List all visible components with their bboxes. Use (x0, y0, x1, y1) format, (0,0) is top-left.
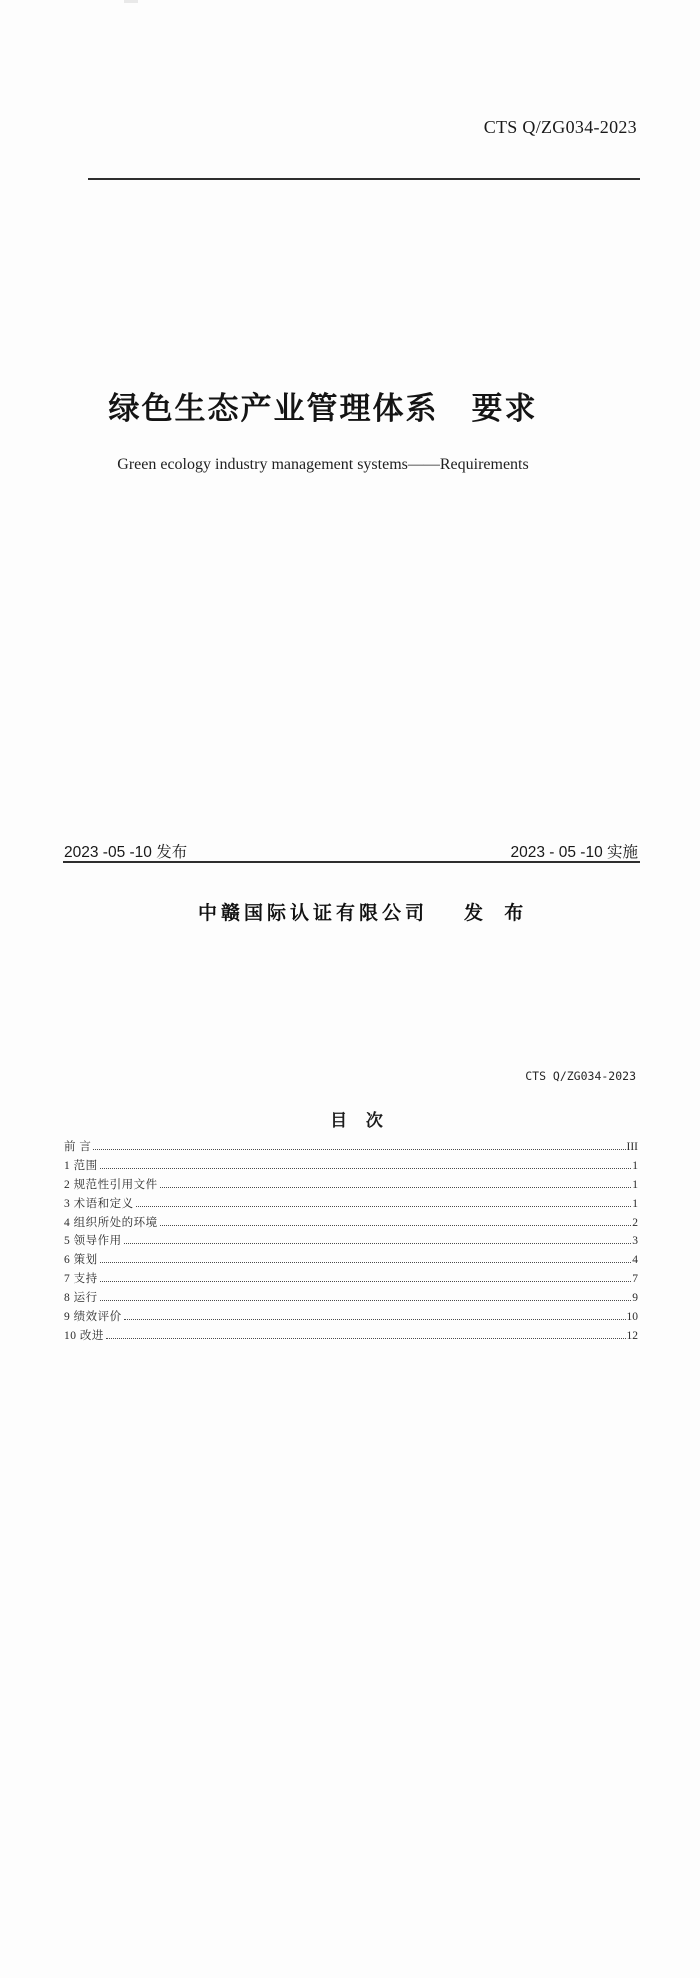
dateline-rule (63, 861, 640, 863)
toc-row (64, 1195, 638, 1214)
toc-heading: 目 次 (330, 1111, 390, 1130)
publish-label: 发 布 (464, 903, 532, 924)
toc-entry-label: 前 言 (64, 1141, 92, 1153)
implementation-date: 2023 - 05 -10 实施 (510, 844, 638, 861)
toc-dotted-leader (136, 1206, 632, 1207)
toc-row (64, 1251, 638, 1270)
toc-entry-label: 3 术语和定义 (64, 1197, 134, 1210)
toc-list (64, 1138, 638, 1346)
toc-row (64, 1232, 638, 1251)
doc-reference-header: CTS Q/ZG034-2023 (483, 117, 637, 137)
toc-page-number: 9 (632, 1292, 638, 1305)
toc-entry-label: 10 改进 (64, 1329, 104, 1342)
toc-page-number: 1 (632, 1197, 638, 1210)
toc-page-number: 4 (632, 1254, 638, 1267)
title-block (0, 383, 646, 474)
toc-page-number: 3 (632, 1235, 638, 1248)
document-title-chinese: 绿色生态产业管理体系 要求 (108, 391, 538, 426)
document-title-english: Green ecology industry management systems——Requirements (117, 456, 529, 473)
toc-row (64, 1289, 638, 1308)
toc-row (64, 1157, 638, 1176)
toc-row (64, 1138, 638, 1157)
toc-page-number: 7 (632, 1273, 638, 1286)
scan-artifact (124, 0, 138, 3)
publisher-name: 中赣国际认证有限公司 (198, 903, 429, 924)
toc-entry-label: 7 支持 (64, 1273, 98, 1286)
toc-page-number: III (626, 1141, 638, 1153)
toc-dotted-leader (124, 1319, 626, 1320)
toc-row (64, 1176, 638, 1195)
toc-entry-label: 2 规范性引用文件 (64, 1178, 158, 1191)
dateline (64, 840, 638, 862)
header-rule (88, 178, 640, 180)
toc-page-number: 1 (632, 1178, 638, 1191)
release-date: 2023 -05 -10 发布 (64, 844, 188, 861)
toc-entry-label: 5 领导作用 (64, 1235, 122, 1248)
toc-row (64, 1327, 638, 1346)
toc-dotted-leader (100, 1300, 632, 1301)
toc-dotted-leader (100, 1168, 632, 1169)
toc-entry-label: 9 绩效评价 (64, 1311, 122, 1324)
toc-entry-label: 4 组织所处的环境 (64, 1216, 158, 1229)
toc-page-number: 10 (626, 1311, 638, 1324)
toc-dotted-leader (100, 1281, 632, 1282)
toc-entry-label: 6 策划 (64, 1254, 98, 1267)
toc-entry-label: 8 运行 (64, 1292, 98, 1305)
toc-dotted-leader (160, 1225, 632, 1226)
toc-dotted-leader (93, 1149, 625, 1150)
toc-dotted-leader (124, 1243, 632, 1244)
toc-dotted-leader (160, 1187, 632, 1188)
toc-row (64, 1270, 638, 1289)
publisher-row (198, 898, 531, 925)
toc-page-number: 1 (632, 1159, 638, 1172)
toc-row (64, 1214, 638, 1233)
toc-page-number: 2 (632, 1216, 638, 1229)
toc-dotted-leader (106, 1338, 626, 1339)
toc-page-number: 12 (626, 1329, 638, 1342)
toc-doc-reference-header: CTS Q/ZG034-2023 (525, 1069, 636, 1083)
toc-row (64, 1308, 638, 1327)
toc-dotted-leader (100, 1262, 632, 1263)
toc-entry-label: 1 范围 (64, 1159, 98, 1172)
